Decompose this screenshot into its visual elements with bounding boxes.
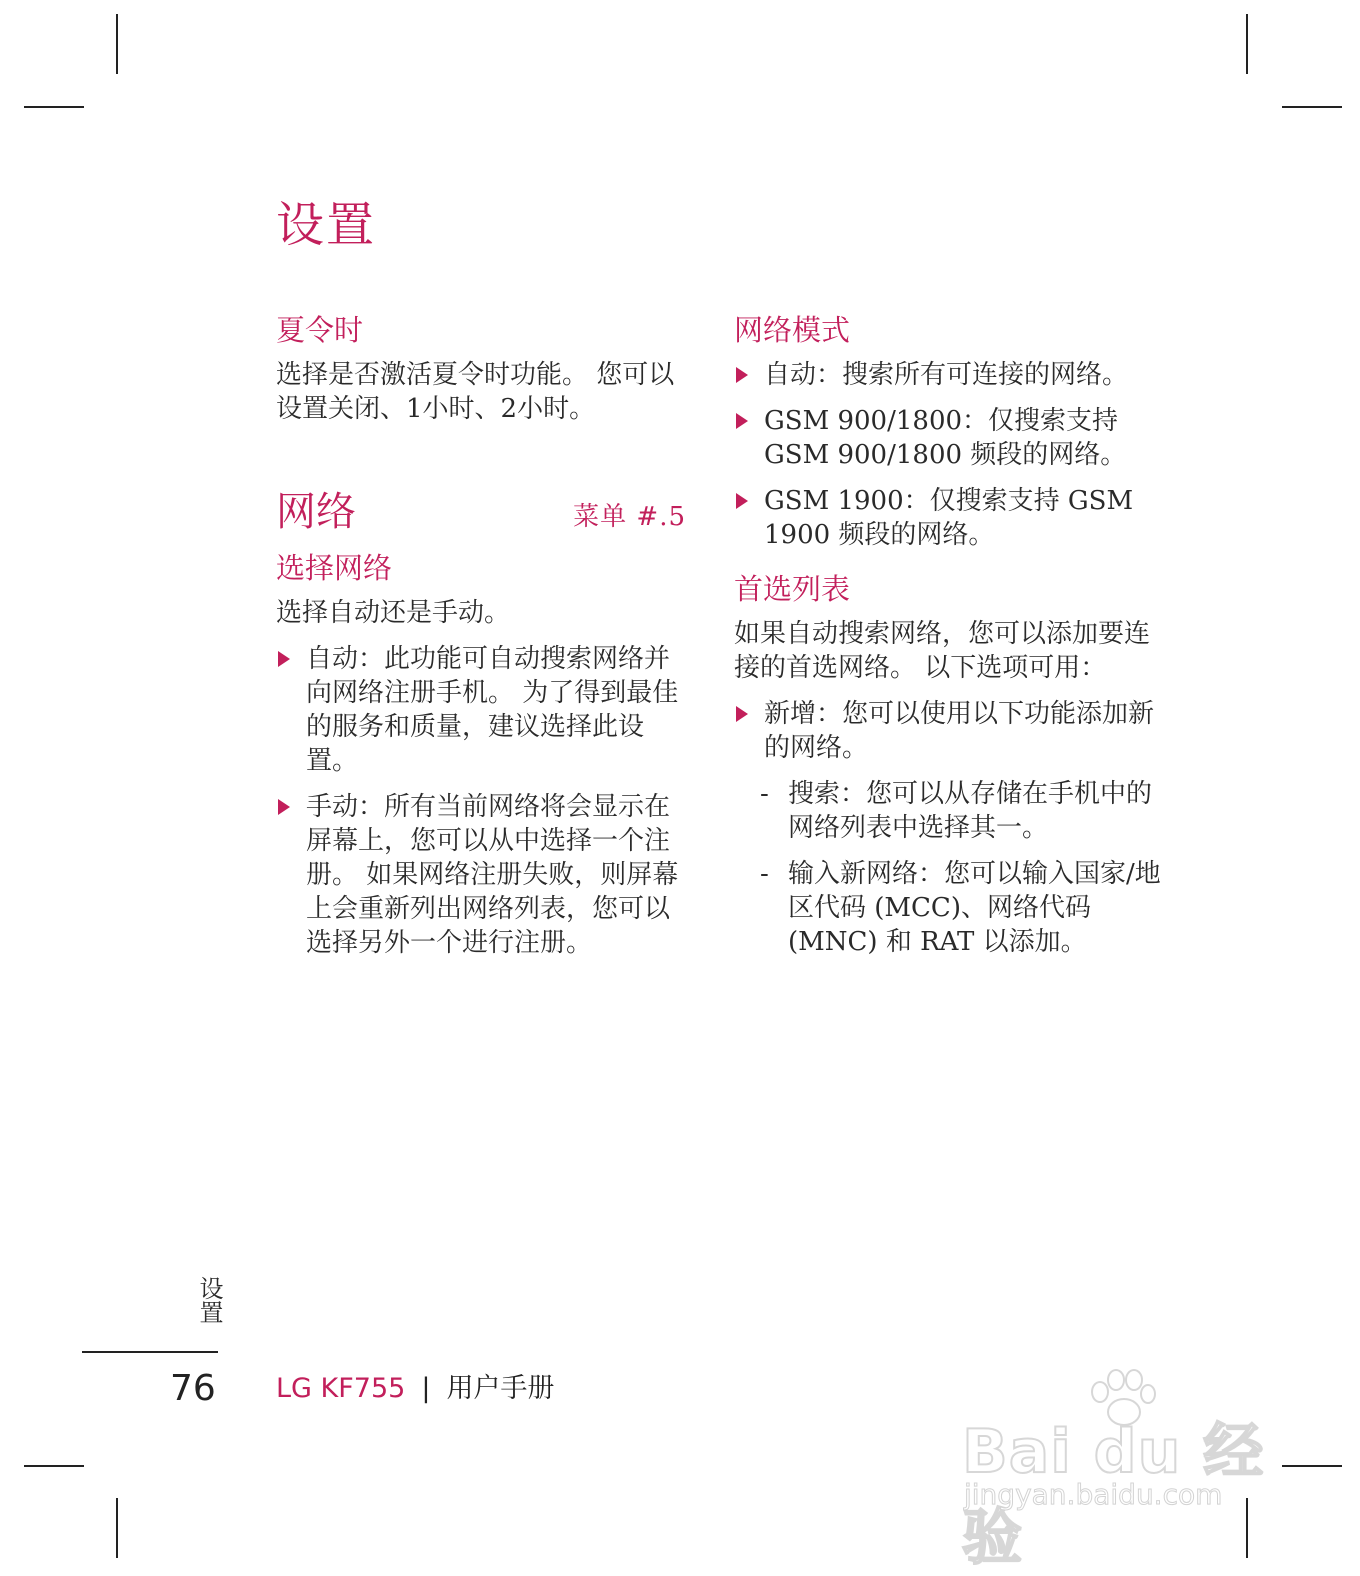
list-item xyxy=(276,790,686,960)
sub-list-item xyxy=(760,777,1164,845)
select-network-text: 选择自动还是手动。 xyxy=(276,597,511,628)
dst-text: 选择是否激活夏令时功能。 您可以设置关闭、1小时、2小时。 xyxy=(276,359,675,424)
list-item xyxy=(734,404,1164,472)
crop-mark-bottom-left-v xyxy=(116,1498,118,1558)
sub-list-item xyxy=(760,857,1164,959)
triangle-bullet-icon xyxy=(736,706,748,722)
list-item xyxy=(734,358,1164,392)
dash-bullet: - xyxy=(760,858,769,889)
page-number: 76 xyxy=(170,1368,216,1409)
network-mode-heading: 网络模式 xyxy=(734,313,851,347)
list-item-text: 手动：所有当前网络将会显示在屏幕上，您可以从中选择一个注册。 如果网络注册失败，则屏幕上会重新列出网络列表，您可以选择另外一个进行注册。 xyxy=(306,791,679,958)
dash-bullet: - xyxy=(760,778,769,809)
list-item-text: 新增：您可以使用以下功能添加新的网络。 xyxy=(764,698,1155,763)
select-network-list xyxy=(276,642,686,960)
list-item-text: GSM 900/1800：仅搜索支持 GSM 900/1800 频段的网络。 xyxy=(764,405,1127,470)
preferred-list-text: 如果自动搜索网络，您可以添加要连接的首选网络。 以下选项可用： xyxy=(734,618,1151,683)
preferred-list-bullets xyxy=(734,697,1164,765)
select-network-heading: 选择网络 xyxy=(276,550,393,585)
left-column xyxy=(276,313,686,972)
triangle-bullet-icon xyxy=(278,799,290,815)
list-item xyxy=(734,484,1164,552)
footer-rule xyxy=(82,1351,218,1353)
list-item-text: GSM 1900：仅搜索支持 GSM 1900 频段的网络。 xyxy=(764,485,1134,550)
crop-mark-top-right-h xyxy=(1282,106,1342,108)
preferred-list-sub-items xyxy=(760,777,1164,959)
watermark-url: jingyan.baidu.com xyxy=(964,1478,1223,1511)
watermark-brand: Bai du 经验 xyxy=(962,1417,1265,1573)
right-column xyxy=(734,313,1164,971)
network-mode-list xyxy=(734,358,1164,552)
preferred-list-heading: 首选列表 xyxy=(734,571,851,606)
network-section-header xyxy=(276,480,686,537)
crop-mark-top-right-v xyxy=(1246,14,1248,74)
triangle-bullet-icon xyxy=(736,367,748,383)
crop-mark-bottom-left-h xyxy=(24,1465,84,1467)
triangle-bullet-icon xyxy=(736,493,748,509)
network-title: 网络 xyxy=(276,488,356,535)
list-item xyxy=(734,697,1164,765)
triangle-bullet-icon xyxy=(736,413,748,429)
menu-reference: 菜单 #.5 xyxy=(573,501,686,532)
triangle-bullet-icon xyxy=(278,651,290,667)
side-chapter-label: 设置 xyxy=(195,1276,223,1324)
footer xyxy=(276,1366,554,1405)
crop-mark-top-left-h xyxy=(24,106,84,108)
list-item xyxy=(276,642,686,778)
crop-mark-top-left-v xyxy=(116,14,118,74)
footer-manual-label: 用户手册 xyxy=(446,1373,555,1404)
page-title: 设置 xyxy=(276,197,377,253)
list-item-text: 自动：搜索所有可连接的网络。 xyxy=(764,359,1129,390)
sub-list-item-text: 输入新网络：您可以输入国家/地区代码 (MCC)、网络代码 (MNC) 和 RAT 以添加。 xyxy=(788,858,1161,957)
dst-heading: 夏令时 xyxy=(276,313,364,347)
list-item-text: 自动：此功能可自动搜索网络并向网络注册手机。 为了得到最佳的服务和质量，建议选择此设置。 xyxy=(306,643,679,776)
baidu-watermark xyxy=(962,1368,1282,1573)
footer-brand: LG KF755 xyxy=(276,1373,406,1404)
crop-mark-bottom-right-h xyxy=(1282,1465,1342,1467)
sub-list-item-text: 搜索：您可以从存储在手机中的网络列表中选择其一。 xyxy=(788,778,1153,843)
footer-separator: | xyxy=(421,1373,431,1404)
